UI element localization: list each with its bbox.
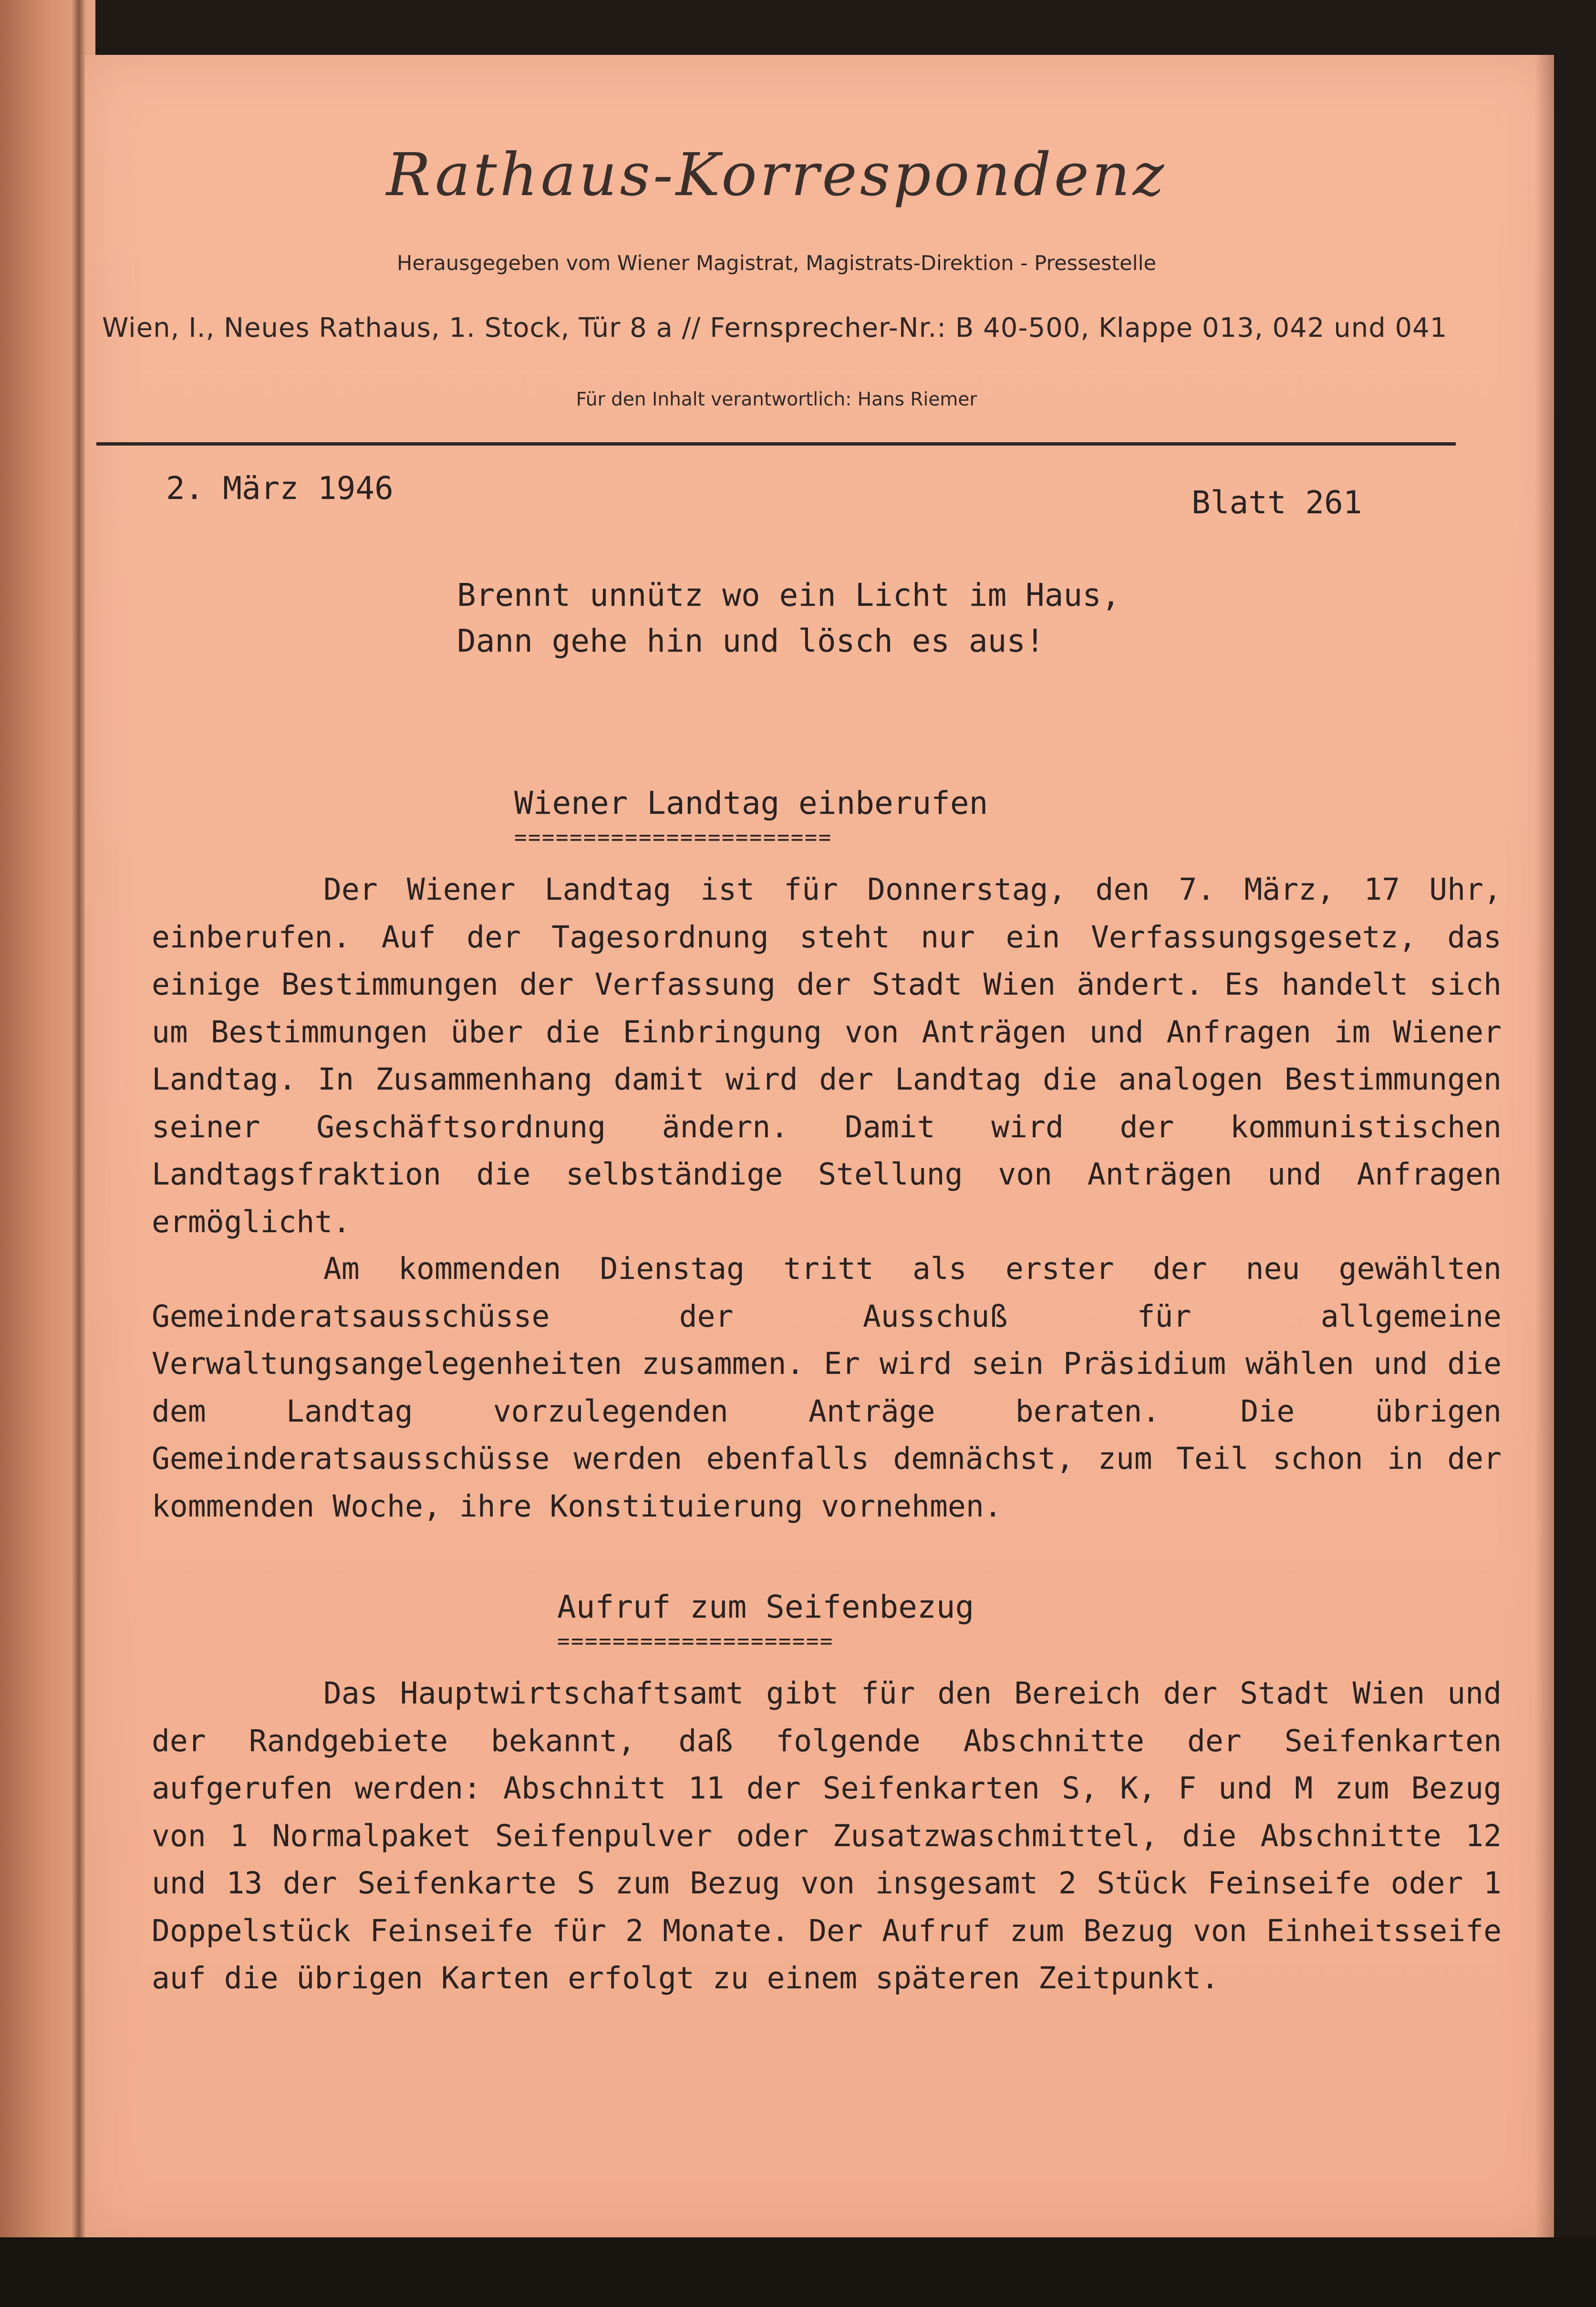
bottom-background [0,2237,1596,2307]
masthead-divider [96,442,1456,446]
masthead-address: Wien, I., Neues Rathaus, 1. Stock, Tür 8 a // Fernsprecher-Nr.: B 40-500, Klappe 013, 042 und 041 [102,312,1448,343]
document-page [85,55,1554,2237]
article-paragraph: Am kommenden Dienstag tritt als erster der neu gewählten Gemeinderatsausschüsse der Ausschuß für allgemeine Verwaltungsangelegenheiten zusammen. Er wird sein Präsidium wählen und die dem Landtag vorzulegenden Anträge beraten. Die übrigen Gemeinderatsausschüsse werden ebenfalls demnächst, zum Teil schon in der kommenden Woche, ihre Konstituierung vornehmen. [152,1251,1502,1524]
slogan-line-1: Brennt unnütz wo ein Licht im Haus, [457,577,1120,613]
heading-underline: ==================== [557,1629,834,1653]
slogan [457,572,1120,664]
article-heading: Wiener Landtag einberufen [514,785,988,821]
article-paragraph: Das Hauptwirtschaftsamt gibt für den Bereich der Stadt Wien und der Randgebiete bekannt, daß folgende Abschnitte der Seifenkarten aufgerufen werden: Abschnitt 11 der Seifenkarten S, K, F und M zum Bezug von 1 Normalpaket Seifenpulver oder Zusatzwaschmittel, die Abschnitte 12 und 13 der Seifenkarte S zum Bezug von insgesamt 2 Stück Feinseife oder 1 Doppelstück Feinseife für 2 Monate. Der Aufruf zum Bezug von Einheitsseife auf die übrigen Karten erfolgt zu einem späteren Zeitpunkt. [152,1676,1502,1995]
article-paragraph: Der Wiener Landtag ist für Donnerstag, den 7. März, 17 Uhr, einberufen. Auf der Tagesordnung steht nur ein Verfassungsgesetz, das einige Bestimmungen der Verfassung der Stadt Wien ändert. Es handelt sich um Bestimmungen über die Einbringung von Anträgen und Anfragen im Wiener Landtag. In Zusammenhang damit wird der Landtag die analogen Bestimmungen seiner Geschäftsordnung ändern. Damit wird der kommunistischen Landtagsfraktion die selbständige Stellung von Anträgen und Anfragen ermöglicht. [152,872,1502,1239]
page-edge-shadow [1535,55,1554,2237]
slogan-line-2: Dann gehe hin und lösch es aus! [457,623,1045,659]
article-heading: Aufruf zum Seifenbezug [557,1589,974,1625]
masthead-responsible: Für den Inhalt verantwortlich: Hans Riemer [576,389,977,410]
masthead-publisher: Herausgegeben vom Wiener Magistrat, Magistrats-Direktion - Pressestelle [397,251,1156,275]
masthead-title: Rathaus-Korrespondenz [386,141,1167,209]
issue-date: 2. März 1946 [166,470,394,507]
heading-underline: ======================= [514,825,832,850]
sheet-number: Blatt 261 [1192,484,1362,521]
book-gutter-shadow [72,0,86,2307]
